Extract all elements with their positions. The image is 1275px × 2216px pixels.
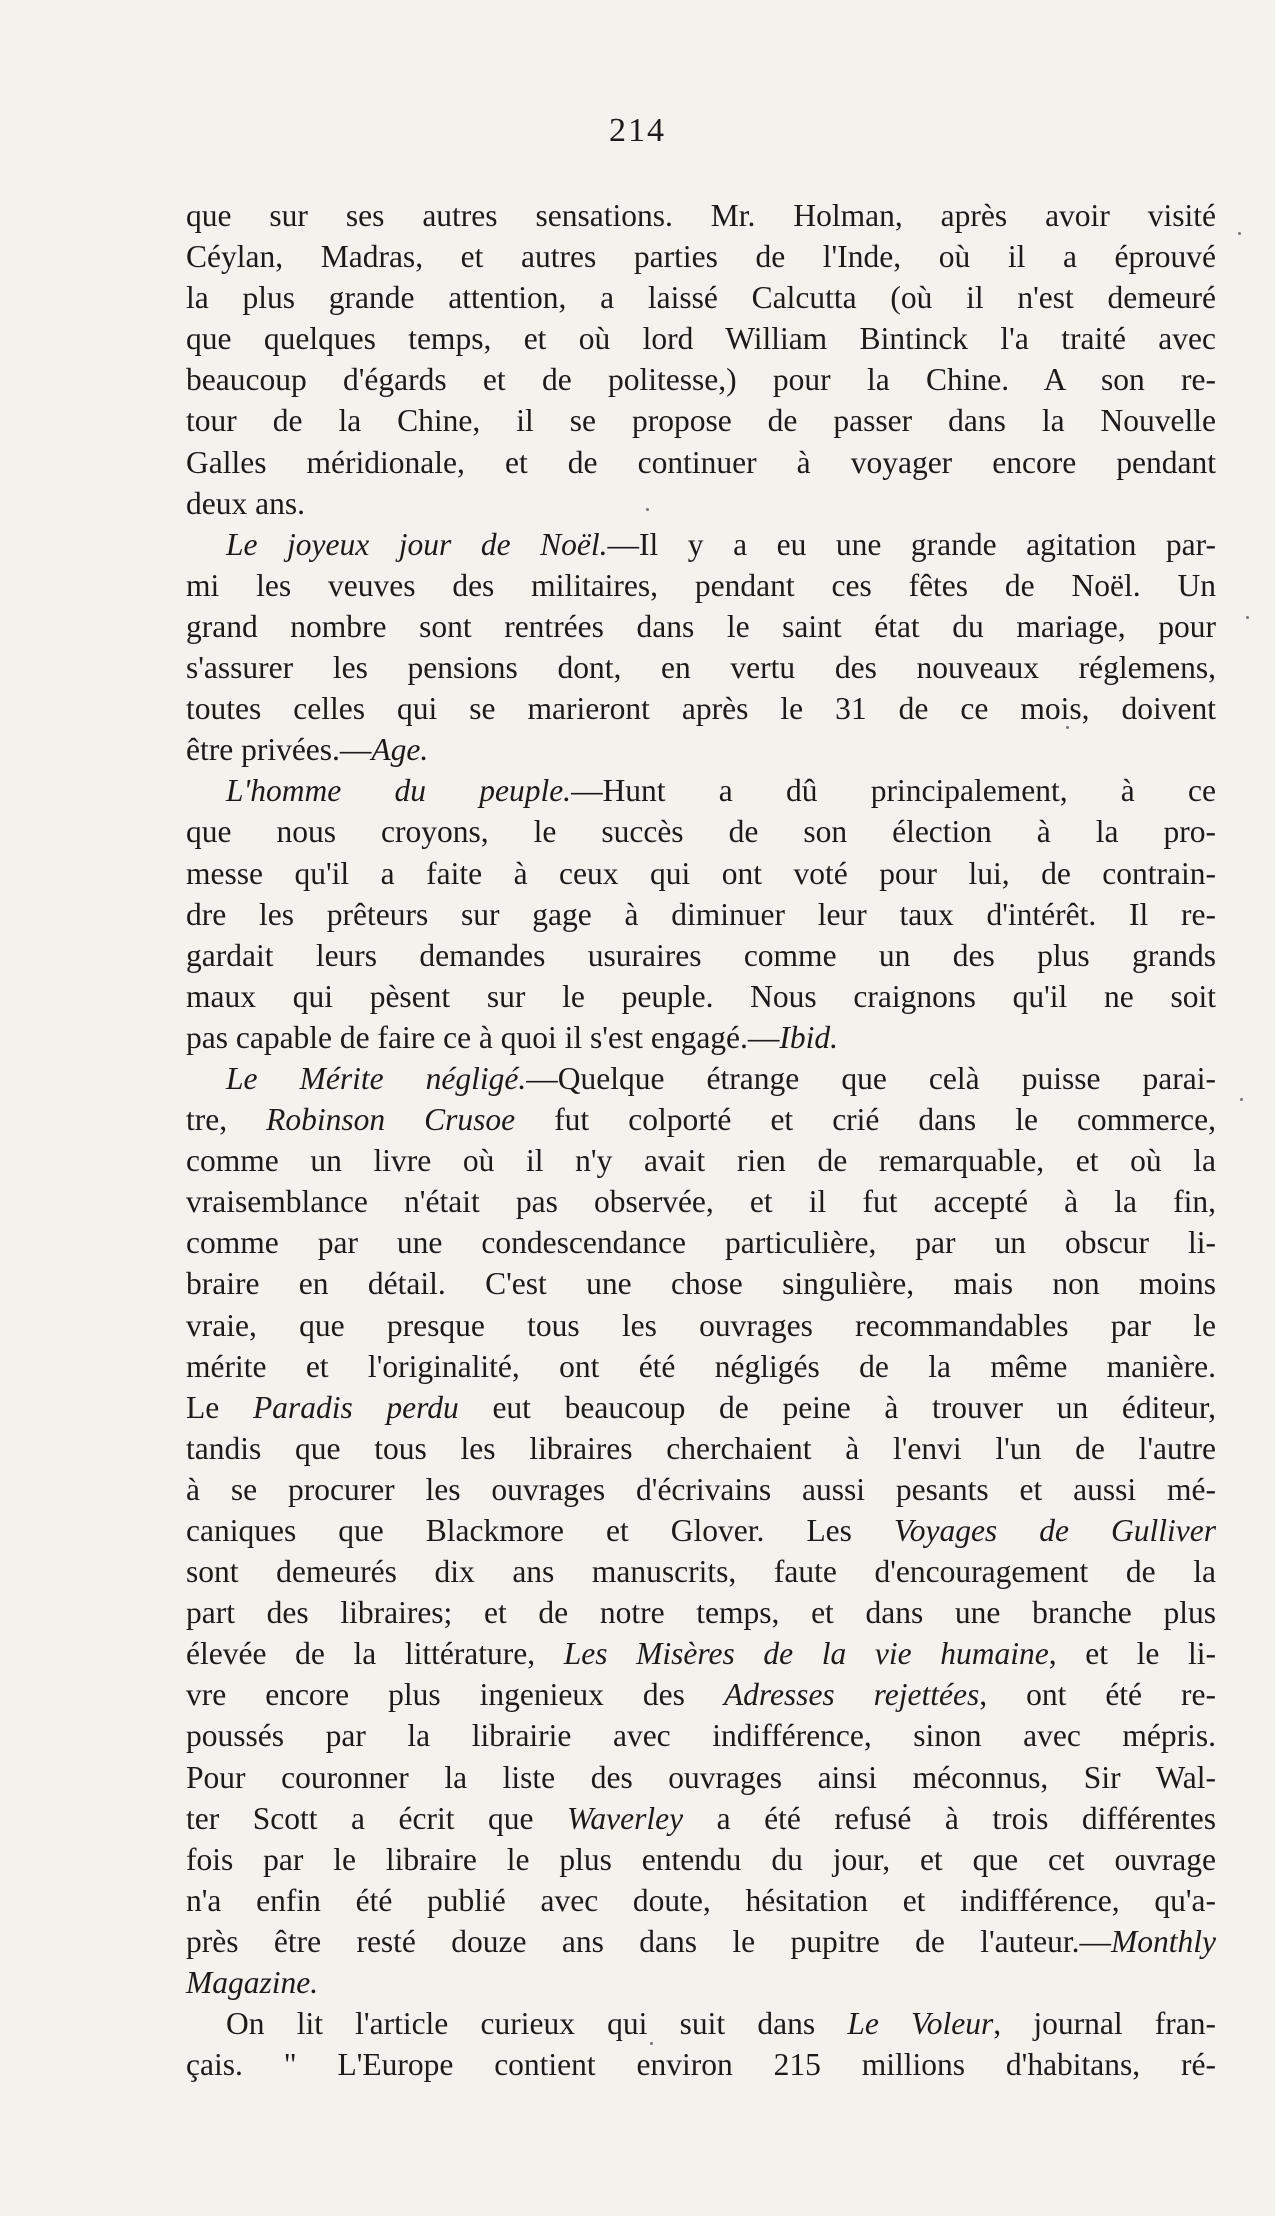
line-text: la plus grande attention, a laissé Calcutta (où il n'est demeuré: [186, 280, 1216, 316]
text-line: [186, 811, 1216, 852]
text-line: [186, 729, 1216, 770]
italic-title: Voyages de Gulliver: [893, 1513, 1216, 1548]
line-text: , journal fran-: [993, 2006, 1216, 2042]
text-line: [186, 606, 1216, 647]
print-speck: [1066, 726, 1069, 729]
print-speck: [1240, 1098, 1243, 1101]
line-text: caniques que Blackmore et Glover. Les: [186, 1513, 894, 1548]
page-body-text: [186, 195, 1216, 2085]
text-line: [186, 483, 1216, 524]
line-text: gardait leurs demandes usuraires comme un des plus grands: [186, 937, 1216, 973]
line-text: beaucoup d'égards et de politesse,) pour la Chine. A son re-: [186, 362, 1216, 398]
text-line: [186, 318, 1216, 359]
text-line: [186, 359, 1216, 400]
line-text: dre les prêteurs sur gage à diminuer leur taux d'intérêt. Il re-: [186, 896, 1216, 932]
line-text: poussés par la librairie avec indifférence, sinon avec mépris.: [186, 1718, 1216, 1754]
text-line: [186, 195, 1216, 236]
line-text: çais. " L'Europe contient environ 215 millions d'habitans, ré-: [186, 2047, 1216, 2083]
line-text: —Quelque étrange que celà puisse parai-: [526, 1060, 1216, 1096]
text-line: [186, 1962, 1216, 2003]
italic-title: Monthly: [1111, 1923, 1216, 1959]
text-line: [186, 1592, 1216, 1633]
text-line: [186, 1798, 1216, 1839]
line-text: sont demeurés dix ans manuscrits, faute d'encouragement de la: [186, 1554, 1216, 1590]
text-line: [186, 1674, 1216, 1715]
line-text: élevée de la littérature,: [186, 1636, 564, 1672]
text-line: [186, 853, 1216, 894]
line-text: deux ans.: [186, 485, 305, 521]
line-text: près être resté douze ans dans le pupitre de l'auteur.—: [186, 1923, 1112, 1959]
text-line: [186, 935, 1216, 976]
print-speck: [1238, 232, 1241, 235]
text-line: [186, 1387, 1216, 1428]
italic-title: Adresses rejettées: [723, 1677, 980, 1713]
line-text: —Il y a eu une grande agitation par-: [607, 526, 1217, 562]
text-line: [186, 442, 1216, 483]
italic-heading: Le Mérite négligé.: [226, 1060, 527, 1096]
line-text: —Hunt a dû principalement, à ce: [571, 773, 1216, 809]
text-line: [186, 1263, 1216, 1304]
text-line: [186, 1346, 1216, 1387]
italic-title: Le Voleur: [847, 2006, 994, 2042]
line-text: à se procurer les ouvrages d'écrivains aussi pesants et aussi mé-: [186, 1471, 1216, 1507]
line-text: Galles méridionale, et de continuer à voyager encore pendant: [186, 444, 1216, 480]
text-line: [186, 2003, 1216, 2044]
text-line: [186, 1222, 1216, 1263]
text-line: [186, 1181, 1216, 1222]
line-text: grand nombre sont rentrées dans le saint état du mariage, pour: [186, 608, 1216, 644]
line-text: maux qui pèsent sur le peuple. Nous craignons qu'il ne soit: [186, 978, 1216, 1014]
text-line: [186, 1921, 1216, 1962]
print-speck: [1246, 616, 1249, 619]
line-text: braire en détail. C'est une chose singulière, mais non moins: [186, 1266, 1216, 1302]
text-line: [186, 524, 1216, 565]
line-text: mérite et l'originalité, ont été négligés de la même manière.: [186, 1348, 1216, 1384]
page-number: 214: [609, 112, 666, 149]
text-line: [186, 1633, 1216, 1674]
text-line: [186, 277, 1216, 318]
line-text: mi les veuves des militaires, pendant ces fêtes de Noël. Un: [186, 567, 1216, 603]
text-line: [186, 976, 1216, 1017]
line-text: tre,: [186, 1102, 267, 1138]
line-text: que nous croyons, le succès de son élection à la pro-: [186, 814, 1216, 850]
text-line: [186, 1839, 1216, 1880]
text-line: [186, 1757, 1216, 1798]
text-line: [186, 565, 1216, 606]
italic-title: Les Misères de la vie humaine: [563, 1636, 1049, 1672]
text-line: [186, 770, 1216, 811]
text-line: [186, 400, 1216, 441]
text-line: [186, 647, 1216, 688]
text-line: [186, 1715, 1216, 1756]
line-text: messe qu'il a faite à ceux qui ont voté pour lui, de contrain-: [186, 855, 1216, 891]
line-text: fois par le libraire le plus entendu du jour, et que cet ouvrage: [186, 1841, 1216, 1877]
line-text: être privées.—: [186, 732, 372, 768]
line-text: vraisemblance n'était pas observée, et il fut accepté à la fin,: [186, 1184, 1216, 1220]
line-text: que quelques temps, et où lord William Bintinck l'a traité avec: [186, 321, 1216, 357]
text-line: [186, 1099, 1216, 1140]
line-text: vre encore plus ingenieux des: [186, 1677, 724, 1713]
text-line: [186, 1058, 1216, 1099]
line-text: fut colporté et crié dans le commerce,: [515, 1102, 1216, 1138]
line-text: pas capable de faire ce à quoi il s'est engagé.—: [186, 1019, 780, 1055]
italic-heading: Magazine.: [186, 1965, 319, 2001]
print-speck: [650, 2042, 653, 2045]
line-text: tour de la Chine, il se propose de passer dans la Nouvelle: [186, 403, 1216, 439]
line-text: , et le li-: [1048, 1636, 1216, 1672]
line-text: Pour couronner la liste des ouvrages ainsi méconnus, Sir Wal-: [186, 1759, 1216, 1795]
text-line: [186, 2044, 1216, 2085]
line-text: , ont été re-: [979, 1677, 1216, 1713]
line-text: tandis que tous les libraires cherchaient à l'envi l'un de l'autre: [186, 1430, 1216, 1466]
line-text: toutes celles qui se marieront après le 31 de ce mois, doivent: [186, 691, 1216, 727]
line-text: part des libraires; et de notre temps, et dans une branche plus: [186, 1595, 1216, 1631]
italic-heading: Le joyeux jour de Noël.: [226, 526, 608, 562]
line-text: comme par une condescendance particulière, par un obscur li-: [186, 1225, 1216, 1261]
print-speck: [646, 508, 649, 511]
italic-title: Waverley: [567, 1800, 684, 1836]
text-line: [186, 1305, 1216, 1346]
line-text: s'assurer les pensions dont, en vertu des nouveaux réglemens,: [186, 650, 1216, 686]
line-text: comme un livre où il n'y avait rien de remarquable, et où la: [186, 1143, 1216, 1179]
text-line: [186, 1551, 1216, 1592]
italic-title: Ibid.: [779, 1019, 839, 1055]
line-text: ter Scott a écrit que: [186, 1800, 568, 1836]
text-line: [186, 1469, 1216, 1510]
italic-title: Paradis perdu: [252, 1389, 459, 1425]
italic-title: Robinson Crusoe: [266, 1102, 516, 1138]
line-text: a été refusé à trois différentes: [683, 1800, 1216, 1836]
italic-heading: L'homme du peuple.: [226, 773, 572, 809]
text-line: [186, 894, 1216, 935]
text-line: [186, 1880, 1216, 1921]
line-text: Céylan, Madras, et autres parties de l'Inde, où il a éprouvé: [186, 239, 1216, 275]
line-text: Le: [186, 1389, 253, 1425]
line-text: On lit l'article curieux qui suit dans: [226, 2006, 848, 2042]
text-line: [186, 1017, 1216, 1058]
text-line: [186, 688, 1216, 729]
line-text: n'a enfin été publié avec doute, hésitation et indifférence, qu'a-: [186, 1882, 1216, 1918]
line-text: eut beaucoup de peine à trouver un éditeur,: [458, 1389, 1216, 1425]
text-line: [186, 1140, 1216, 1181]
text-line: [186, 1510, 1216, 1551]
line-text: que sur ses autres sensations. Mr. Holman, après avoir visité: [186, 198, 1216, 233]
text-line: [186, 1428, 1216, 1469]
text-line: [186, 236, 1216, 277]
italic-title: Age.: [371, 732, 429, 768]
line-text: vraie, que presque tous les ouvrages recommandables par le: [186, 1307, 1216, 1343]
